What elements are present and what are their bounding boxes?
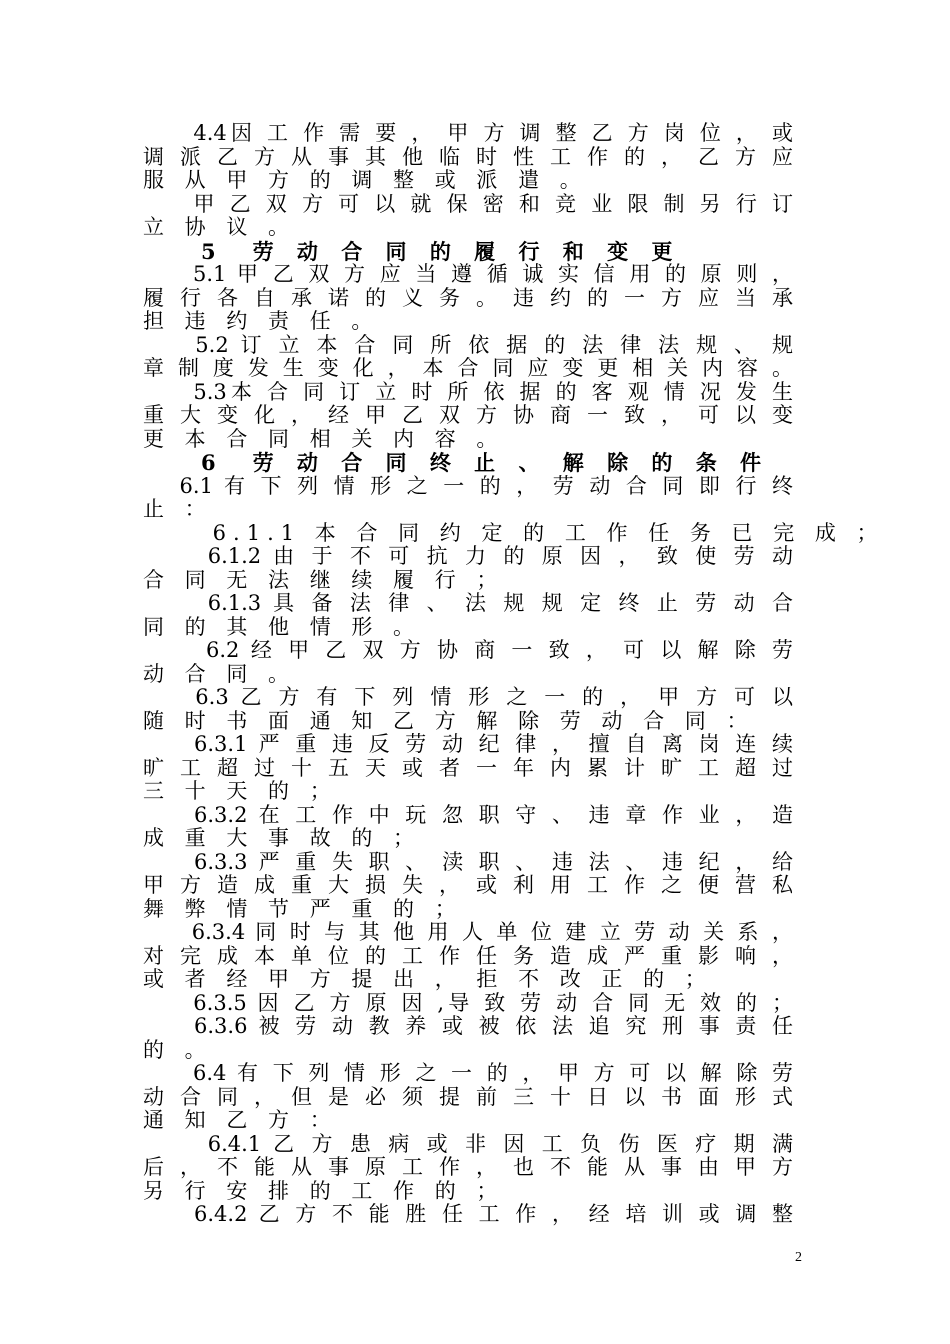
text-line: 6.1 有 下 列 情 形 之 一 的 ， 劳 动 合 同 即 行 终 <box>143 473 793 498</box>
document-body <box>143 121 885 1227</box>
text-line: 或 者 经 甲 方 提 出 ， 拒 不 改 正 的 ； <box>143 967 713 991</box>
text-line: 动 合 同 。 <box>143 661 297 686</box>
text-line: 6.1.2 由 于 不 可 抗 力 的 原 因 ， 致 使 劳 动 <box>143 544 793 568</box>
text-line: 6.3.5 因 乙 方 原 因 ,导 致 劳 动 合 同 无 效 的 ； <box>143 990 793 1015</box>
text-line: 三 十 天 的 ； <box>143 779 338 803</box>
text-line: 担 违 约 责 任 。 <box>143 309 380 333</box>
text-line: 立 协 议 。 <box>143 215 297 239</box>
text-line: 6.3.1 严 重 违 反 劳 动 纪 律 ， 擅 自 离 岗 连 续 <box>143 732 793 756</box>
text-line: 止 ： <box>143 497 213 521</box>
text-line: 的 。 <box>143 1037 213 1062</box>
text-line: 合 同 无 法 继 续 履 行 ； <box>143 567 505 592</box>
text-line: 6.3.2 在 工 作 中 玩 忽 职 守 、 违 章 作 业 ， 造 <box>143 802 793 827</box>
text-line: 服 从 甲 方 的 调 整 或 派 遣 。 <box>143 168 588 192</box>
section-heading: 6 劳 动 合 同 终 止 、 解 除 的 条 件 <box>143 450 770 475</box>
text-line: 舞 弊 情 节 严 重 的 ； <box>143 896 463 921</box>
text-line: 6.3.6 被 劳 动 教 养 或 被 依 法 追 究 刑 事 责 任 <box>143 1014 793 1038</box>
text-line: 后 ， 不 能 从 事 原 工 作 ， 也 不 能 从 事 由 甲 方 <box>143 1155 793 1179</box>
text-line: 随 时 书 面 通 知 乙 方 解 除 劳 动 合 同 ： <box>143 708 755 733</box>
text-line: 成 重 大 事 故 的 ； <box>143 826 422 850</box>
text-line: 章 制 度 发 生 变 化 ， 本 合 同 应 变 更 相 关 内 容 。 <box>143 356 793 380</box>
text-line: 6.2 经 甲 乙 双 方 协 商 一 致 ， 可 以 解 除 劳 <box>143 638 793 662</box>
text-line: 6.3.3 严 重 失 职 、 渎 职 、 违 法 、 违 纪 ， 给 <box>143 849 793 874</box>
text-line: 重 大 变 化 ， 经 甲 乙 双 方 协 商 一 致 ， 可 以 变 <box>143 403 793 427</box>
text-line: 调 派 乙 方 从 事 其 他 临 时 性 工 作 的 ， 乙 方 应 <box>143 144 793 169</box>
text-line: 6.1.3 具 备 法 律 、 法 规 规 定 终 止 劳 动 合 <box>143 591 793 615</box>
text-line: 旷 工 超 过 十 五 天 或 者 一 年 内 累 计 旷 工 超 过 <box>143 755 793 780</box>
text-line: 6.4 有 下 列 情 形 之 一 的 ， 甲 方 可 以 解 除 劳 <box>143 1061 793 1085</box>
text-line: 6.3.4 同 时 与 其 他 用 人 单 位 建 立 劳 动 关 系 ， <box>143 920 793 944</box>
text-line: 5.3本 合 同 订 立 时 所 依 据 的 客 观 情 况 发 生 <box>143 379 793 404</box>
text-line: 对 完 成 本 单 位 的 工 作 任 务 造 成 严 重 影 响 ， <box>143 943 793 968</box>
text-line: 另 行 安 排 的 工 作 的 ； <box>143 1178 505 1203</box>
section-heading: 5 劳 动 合 同 的 履 行 和 变 更 <box>143 238 681 264</box>
text-line: 甲 方 造 成 重 大 损 失 ， 或 利 用 工 作 之 便 营 私 <box>143 873 793 897</box>
text-line: 5.1 甲 乙 双 方 应 当 遵 循 诚 实 信 用 的 原 则 ， <box>143 262 793 286</box>
text-line: 同 的 其 他 情 形 。 <box>143 614 422 639</box>
page-number: 2 <box>795 1250 802 1265</box>
text-line: 4.4因 工 作 需 要 ， 甲 方 调 整 乙 方 岗 位 ， 或 <box>143 121 793 145</box>
text-line: 履 行 各 自 承 诺 的 义 务 。 违 约 的 一 方 应 当 承 <box>143 285 793 310</box>
text-line: 通 知 乙 方 ： <box>143 1108 338 1132</box>
text-line: 更 本 合 同 相 关 内 容 。 <box>143 426 505 451</box>
text-line: 动 合 同 ， 但 是 必 须 提 前 三 十 日 以 书 面 形 式 <box>143 1084 793 1109</box>
text-line: 甲 乙 双 方 可 以 就 保 密 和 竞 业 限 制 另 行 订 <box>143 191 793 216</box>
text-line: 6.3 乙 方 有 下 列 情 形 之 一 的 ， 甲 方 可 以 <box>143 685 793 709</box>
text-line: 5.2 订 立 本 合 同 所 依 据 的 法 律 法 规 、 规 <box>143 332 793 357</box>
text-line: 6.4.2 乙 方 不 能 胜 任 工 作 ， 经 培 训 或 调 整 <box>143 1202 793 1226</box>
text-line: 6.4.1 乙 方 患 病 或 非 因 工 负 伤 医 疗 期 满 <box>143 1131 793 1156</box>
text-line: 6.1.1 本 合 同 约 定 的 工 作 任 务 已 完 成 ； <box>143 520 885 545</box>
